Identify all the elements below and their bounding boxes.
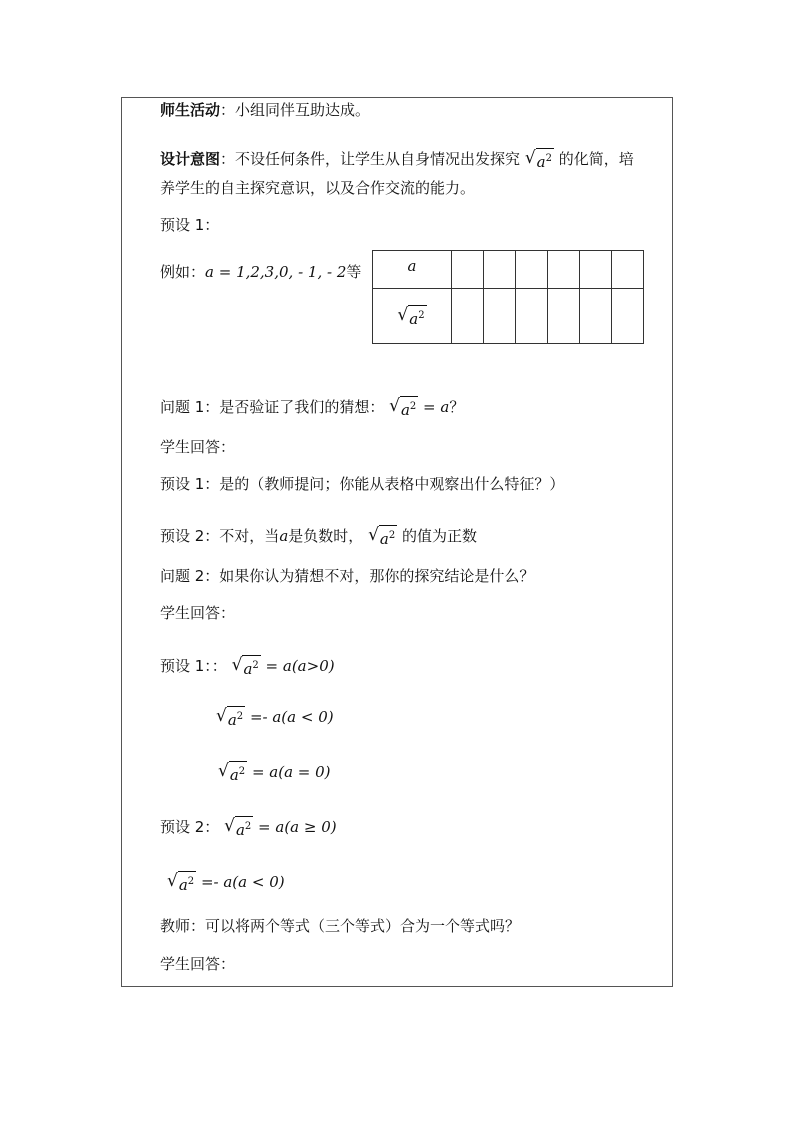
activity-text: ：小组同伴互助达成。 — [220, 101, 371, 119]
table-header-a: a — [373, 251, 452, 289]
table-header-sqrt: √ $a^2$ — [373, 289, 452, 344]
equation-2: =- a(a < 0) — [249, 708, 334, 726]
sqrt-a2-formula: √ $a^2$ — [389, 396, 417, 419]
table-cell — [580, 251, 612, 289]
design-intent-line2: 养学生的自主探究意识，以及合作交流的能力。 — [160, 179, 476, 197]
table-row — [373, 289, 644, 344]
activity-label: 师生活动 — [160, 101, 221, 119]
table-cell — [484, 251, 516, 289]
equation-3: = a(a = 0) — [251, 763, 331, 781]
sqrt-a2-formula: √ $a^2$ — [167, 871, 195, 894]
equation-3-line — [218, 760, 331, 785]
example-line — [160, 262, 361, 282]
example-math: a = 1,2,3,0, - 1, - 2 — [205, 263, 347, 281]
design-intent-text1: ：不设任何条件，让学生从自身情况出发探究 — [220, 150, 521, 168]
table-cell — [548, 251, 580, 289]
student-answer-1: 学生回答： — [160, 438, 236, 456]
table-cell — [548, 289, 580, 344]
preset2-eq-line: 预设 2： √ $a^2$ = a(a ≥ 0) — [160, 816, 337, 839]
table-cell — [452, 289, 484, 344]
student-answer-2: 学生回答： — [160, 604, 236, 622]
question1: 问题 1：是否验证了我们的猜想： √ $a^2$ = a？ — [160, 396, 465, 419]
example-suffix: 等 — [346, 263, 362, 281]
table-cell — [612, 251, 644, 289]
design-intent-text2: 的化简，培 — [558, 150, 634, 168]
table-cell — [612, 289, 644, 344]
equation-4: = a(a ≥ 0) — [258, 818, 337, 836]
table-cell — [516, 289, 548, 344]
table-cell — [516, 251, 548, 289]
design-intent-label: 设计意图 — [160, 150, 221, 168]
example-prefix: 例如： — [160, 263, 206, 281]
preset1-yes: 预设 1：是的（教师提问；你能从表格中观察出什么特征？） — [160, 475, 565, 493]
equation-1: = a(a>0) — [265, 657, 335, 675]
table-cell — [580, 289, 612, 344]
sqrt-a2-formula: √ $a^2$ — [524, 148, 552, 171]
table-row — [373, 251, 644, 289]
design-intent-line1 — [160, 147, 634, 172]
preset1-eq-line: 预设 1：： √ $a^2$ = a(a>0) — [160, 655, 335, 678]
sqrt-a2-formula: √ $a^2$ — [216, 706, 244, 729]
equation-5-line — [167, 870, 285, 895]
teacher-question: 教师：可以将两个等式（三个等式）合为一个等式吗？ — [160, 917, 521, 935]
sqrt-a2-formula: √ $a^2$ — [368, 525, 396, 548]
table-cell — [484, 289, 516, 344]
sqrt-a2-formula: √ $a^2$ — [218, 761, 246, 784]
sqrt-a2-formula: √ $a^2$ — [224, 816, 252, 839]
teacher-student-activity — [160, 100, 370, 120]
equation-2-line — [216, 705, 334, 730]
preset2-no: 预设 2：不对，当a是负数时， √ $a^2$ 的值为正数 — [160, 525, 478, 548]
student-answer-3: 学生回答： — [160, 955, 236, 973]
table-cell — [452, 251, 484, 289]
value-table — [372, 250, 644, 344]
preset1-title: 预设 1： — [160, 216, 220, 234]
question2: 问题 2：如果你认为猜想不对，那你的探究结论是什么？ — [160, 567, 535, 585]
sqrt-a2-formula: √ $a^2$ — [231, 655, 259, 678]
equation-5: =- a(a < 0) — [200, 873, 285, 891]
